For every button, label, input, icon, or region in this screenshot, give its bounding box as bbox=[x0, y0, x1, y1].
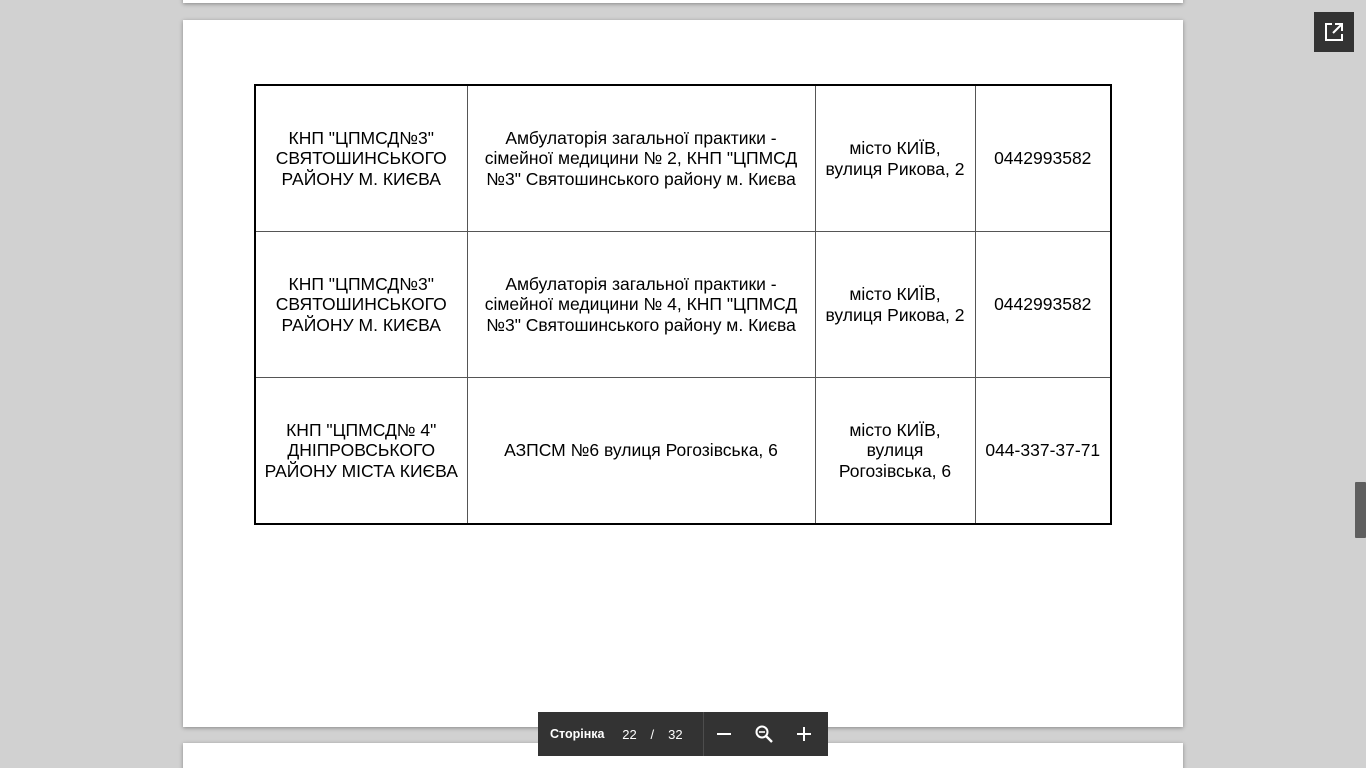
page-toolbar bbox=[538, 712, 828, 756]
address-cell: місто КИЇВ, вулиця Рогозівська, 6 bbox=[815, 378, 975, 525]
zoom-controls bbox=[704, 712, 824, 756]
minus-icon bbox=[716, 726, 732, 742]
facilities-table bbox=[254, 84, 1112, 525]
phone-cell: 044-337-37-71 bbox=[975, 378, 1111, 525]
organization-cell: КНП "ЦПМСД№3" СВЯТОШИНСЬКОГО РАЙОНУ М. КИЄВА bbox=[255, 85, 467, 232]
vertical-scrollbar[interactable] bbox=[1354, 0, 1366, 768]
table-row bbox=[255, 85, 1111, 232]
previous-page bbox=[183, 0, 1183, 3]
plus-icon bbox=[796, 726, 812, 742]
zoom-in-button[interactable] bbox=[784, 712, 824, 756]
phone-cell: 0442993582 bbox=[975, 232, 1111, 378]
page-separator: / bbox=[650, 726, 655, 742]
current-page bbox=[183, 20, 1183, 727]
page-label: Сторінка bbox=[550, 727, 605, 741]
open-in-new-icon bbox=[1324, 22, 1344, 42]
table-row bbox=[255, 232, 1111, 378]
organization-cell: КНП "ЦПМСД№ 4" ДНІПРОВСЬКОГО РАЙОНУ МІСТА КИЄВА bbox=[255, 378, 467, 525]
facility-cell: АЗПСМ №6 вулиця Рогозівська, 6 bbox=[467, 378, 815, 525]
page-indicator bbox=[538, 712, 704, 756]
total-pages: 32 bbox=[668, 726, 683, 742]
zoom-reset-button[interactable] bbox=[744, 712, 784, 756]
organization-cell: КНП "ЦПМСД№3" СВЯТОШИНСЬКОГО РАЙОНУ М. КИЄВА bbox=[255, 232, 467, 378]
address-cell: місто КИЇВ, вулиця Рикова, 2 bbox=[815, 85, 975, 232]
address-cell: місто КИЇВ, вулиця Рикова, 2 bbox=[815, 232, 975, 378]
table-row bbox=[255, 378, 1111, 525]
phone-cell: 0442993582 bbox=[975, 85, 1111, 232]
current-page-input[interactable]: 22 bbox=[622, 726, 637, 742]
scrollbar-thumb[interactable] bbox=[1355, 482, 1366, 538]
magnifier-icon bbox=[754, 724, 774, 744]
facility-cell: Амбулаторія загальної практики - сімейної медицини № 4, КНП "ЦПМСД №3" Святошинського району м. Києва bbox=[467, 232, 815, 378]
zoom-out-button[interactable] bbox=[704, 712, 744, 756]
facility-cell: Амбулаторія загальної практики - сімейної медицини № 2, КНП "ЦПМСД №3" Святошинського району м. Києва bbox=[467, 85, 815, 232]
open-in-new-window-button[interactable] bbox=[1314, 12, 1354, 52]
